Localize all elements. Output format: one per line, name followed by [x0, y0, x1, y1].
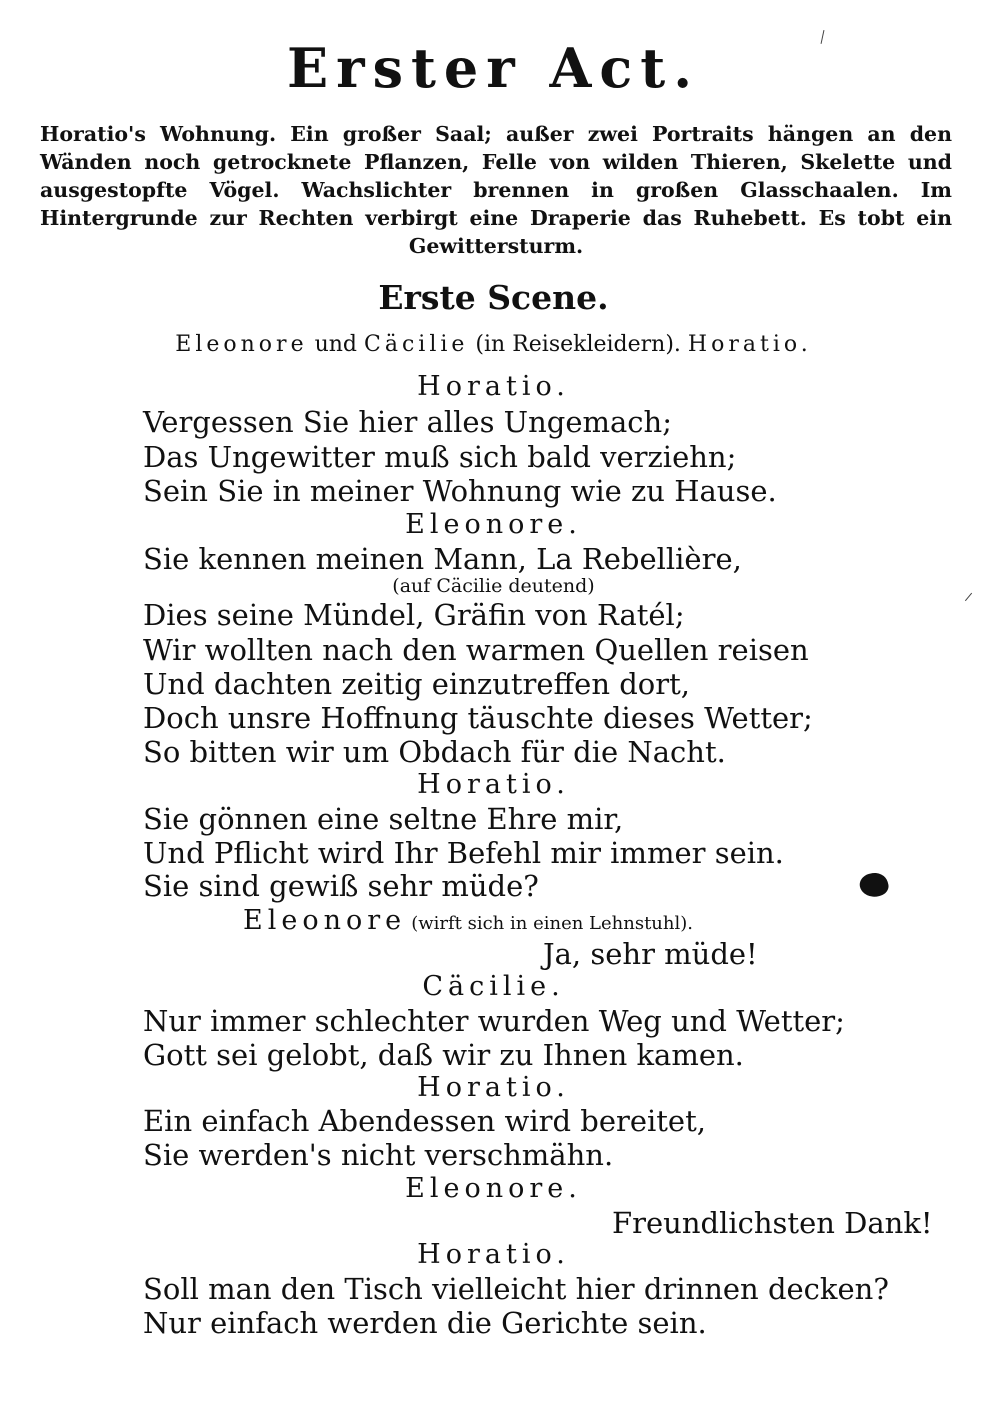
verse-line: Vergessen Sie hier alles Ungemach; — [143, 405, 672, 439]
speaker-horatio: Horatio. — [417, 1072, 570, 1103]
speaker-eleonore: Eleonore. — [405, 1173, 582, 1204]
verse-line: So bitten wir um Obdach für die Nacht. — [143, 735, 726, 769]
dramatis-personae — [0, 330, 987, 360]
verse-line: Sie gönnen eine seltne Ehre mir, — [143, 802, 624, 836]
verse-line: Sie sind gewiß sehr müde? — [143, 869, 539, 903]
verse-line: Gott sei gelobt, daß wir zu Ihnen kamen. — [143, 1038, 744, 1072]
stage-direction-inline: (auf Cäcilie deutend) — [392, 575, 595, 597]
verse-line: Sie werden's nicht verschmähn. — [143, 1138, 614, 1172]
verse-line: Doch unsre Hoffnung täuschte dieses Wetter; — [143, 701, 813, 735]
speaker-caecilie: Cäcilie. — [422, 971, 565, 1002]
verse-line: Das Ungewitter muß sich bald verziehn; — [143, 440, 737, 474]
speaker-horatio: Horatio. — [417, 769, 570, 800]
verse-line: Sie kennen meinen Mann, La Rebellière, — [143, 542, 742, 576]
verse-line: Und dachten zeitig einzutreffen dort, — [143, 667, 690, 701]
speaker-horatio: Horatio. — [417, 1239, 570, 1270]
verse-line: Und Pflicht wird Ihr Befehl mir immer sein. — [143, 836, 784, 870]
persons-costume-note: (in Reisekleidern). — [475, 332, 681, 357]
person-horatio: Horatio. — [687, 332, 812, 357]
verse-line: Wir wollten nach den warmen Quellen reisen — [143, 633, 809, 667]
person-caecilie: Cäcilie — [364, 332, 469, 357]
scene-title: Erste Scene. — [378, 278, 609, 317]
verse-line: Freundlichsten Dank! — [612, 1206, 933, 1240]
speaker-eleonore-with-direction — [243, 904, 693, 941]
speaker-eleonore: Eleonore. — [405, 509, 582, 540]
speaker-horatio: Horatio. — [417, 371, 570, 402]
verse-line: Sein Sie in meiner Wohnung wie zu Hause. — [143, 474, 777, 508]
act-title: Erster Act. — [286, 36, 701, 100]
verse-line: Ja, sehr müde! — [543, 937, 758, 971]
ink-blot — [857, 870, 890, 900]
persons-conjunction: und — [314, 332, 358, 357]
stage-direction-inline: (wirft sich in einen Lehnstuhl). — [411, 913, 693, 934]
verse-line: Ein einfach Abendessen wird bereitet, — [143, 1104, 706, 1138]
verse-line: Soll man den Tisch vielleicht hier drinnen decken? — [143, 1272, 889, 1306]
stage-direction: Horatio's Wohnung. Ein großer Saal; außer zwei Portraits hängen an den Wänden noch getrocknete Pflanzen, Felle von wilden Thieren, Skelette und ausgestopfte Vögel. Wachslichter brennen in großen Glasschaalen. Im Hintergrunde zur Rechten verbirgt eine Draperie das Ruhebett. Es tobt ein Gewittersturm. — [40, 122, 952, 258]
verse-line: Nur immer schlechter wurden Weg und Wetter; — [143, 1004, 845, 1038]
person-eleonore: Eleonore — [175, 332, 308, 357]
verse-line: Dies seine Mündel, Gräfin von Ratél; — [143, 598, 685, 632]
speaker-eleonore: Eleonore — [243, 905, 407, 936]
verse-line: Nur einfach werden die Gerichte sein. — [143, 1306, 707, 1340]
